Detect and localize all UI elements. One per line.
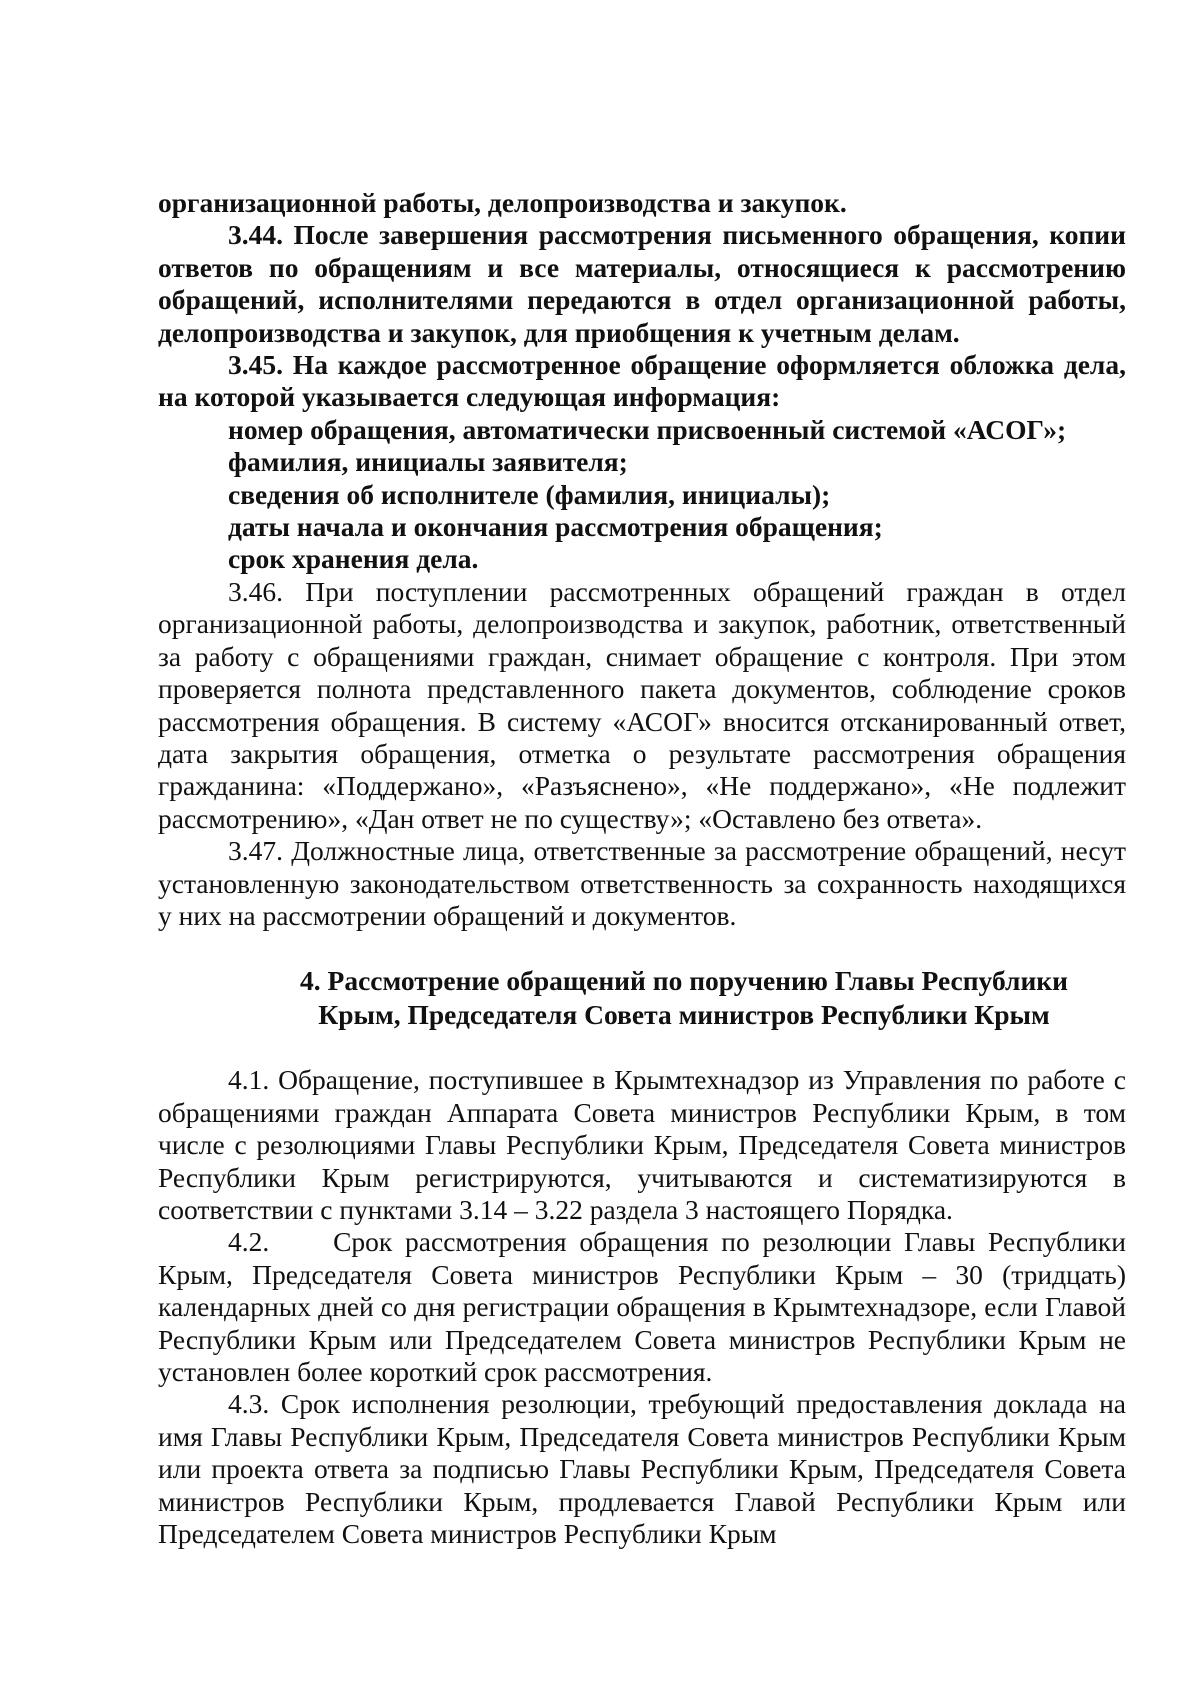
section-4-heading-line: 4. Рассмотрение обращений по поручению Главы Республики <box>300 965 1068 997</box>
section-4 <box>158 1064 1133 1550</box>
list-item: сведения об исполнителе (фамилия, инициалы); <box>228 478 831 510</box>
paragraph-4-3: 4.3. Срок исполнения резолюции, требующий предоставления доклада на имя Главы Республики Крым, Председателя Совета министров Республики Крым или проекта ответа за подписью Главы Республики Крым, Председателя Совета министров Республики Крым, продлевается Главой Республики Крым или Председателем Совета министров Республики Крым <box>158 1388 1126 1550</box>
paragraph-intro: организационной работы, делопроизводства и закупок. <box>158 187 847 218</box>
paragraph-4-2: 4.2. Срок рассмотрения обращения по резолюции Главы Республики Крым, Председателя Совета министров Республики Крым – 30 (тридцать) календарных дней со дня регистрации обращения в Крымтехнадзоре, если Главой Республики Крым или Председателем Совета министров Республики Крым не установлен более короткий срок рассмотрения. <box>158 1226 1133 1387</box>
section-4-heading <box>158 964 1126 1032</box>
list-item: фамилия, инициалы заявителя; <box>228 446 628 478</box>
document-page <box>158 187 1133 1550</box>
section-3 <box>158 187 1126 932</box>
paragraph-3-44: 3.44. После завершения рассмотрения письменного обращения, копии ответов по обращениям и все материалы, относящиеся к рассмотрению обращений, исполнителями передаются в отдел организационной работы, делопроизводства и закупок, для приобщения к учетным делам. <box>158 219 1126 348</box>
paragraph-3-46: 3.46. При поступлении рассмотренных обращений граждан в отдел организационной работы, делопроизводства и закупок, работник, ответственный за работу с обращениями граждан, снимает обращение с контроля. При этом проверяется полнота представленного пакета документов, соблюдение сроков рассмотрения обращения. В систему «АСОГ» вносится отсканированный ответ, дата закрытия обращения, отметка о результате рассмотрения обращения гражданина: «Поддержано», «Разъяснено», «Не поддержано», «Не подлежит рассмотрению», «Дан ответ не по существу»; «Оставлено без ответа». <box>158 575 1126 834</box>
paragraph-3-47: 3.47. Должностные лица, ответственные за рассмотрение обращений, несут установленную законодательством ответственность за сохранность находящихся у них на рассмотрении обращений и документов. <box>158 835 1126 931</box>
paragraph-3-45: 3.45. На каждое рассмотренное обращение оформляется обложка дела, на которой указывается следующая информация: <box>158 349 1126 413</box>
paragraph-4-1: 4.1. Обращение, поступившее в Крымтехнадзор из Управления по работе с обращениями граждан Аппарата Совета министров Республики Крым, в том числе с резолюциями Главы Республики Крым, Председателя Совета министров Республики Крым регистрируются, учитываются и систематизируются в соответствии с пунктами 3.14 – 3.22 раздела 3 настоящего Порядка. <box>158 1064 1126 1225</box>
list-3-45 <box>158 414 1126 576</box>
list-item: номер обращения, автоматически присвоенный системой «АСОГ»; <box>228 413 1067 445</box>
list-item: даты начала и окончания рассмотрения обращения; <box>228 511 883 543</box>
section-4-heading-line: Крым, Председателя Совета министров Республики Крым <box>318 999 1050 1031</box>
list-item: срок хранения дела. <box>228 543 479 575</box>
